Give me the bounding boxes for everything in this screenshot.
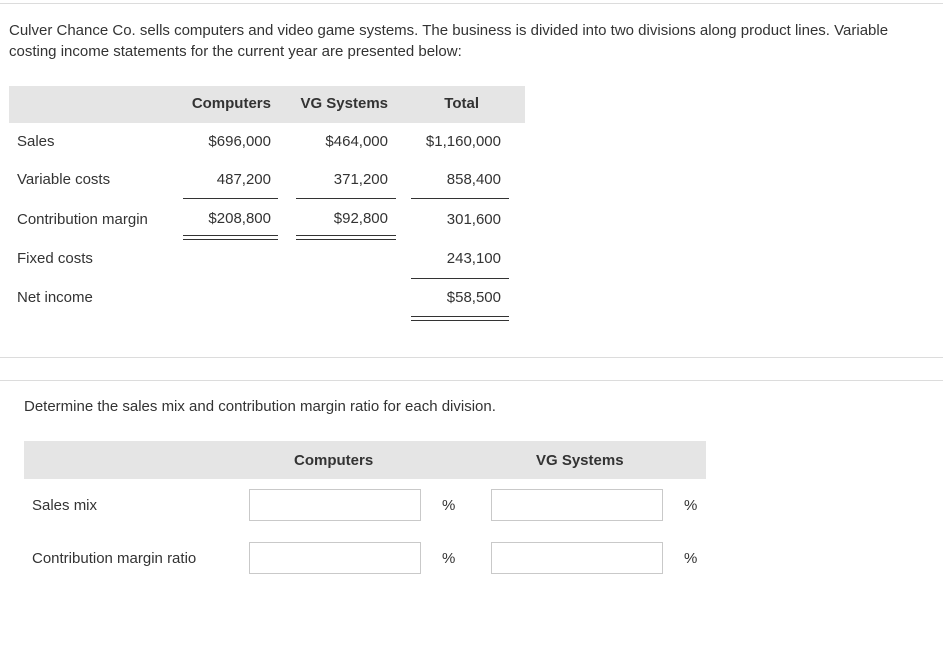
sales-mix-computers-percent: % [442, 497, 456, 514]
sales-computers: $696,000 [208, 133, 271, 150]
contribution-margin-computers: $208,800 [208, 210, 271, 227]
cm-ratio-computers-percent: % [442, 550, 456, 567]
row-label-variable-costs: Variable costs [17, 171, 111, 188]
answer-header-vg-systems: VG Systems [536, 452, 624, 469]
header-total: Total [444, 95, 479, 112]
section-divider-1 [0, 357, 943, 358]
header-vg-systems: VG Systems [300, 95, 388, 112]
variable-costs-computers: 487,200 [216, 171, 271, 188]
double-underline-cm-computers-1 [183, 235, 278, 236]
variable-costs-vg-systems: 371,200 [333, 171, 388, 188]
row-label-sales: Sales [17, 133, 55, 150]
answer-label-contribution-margin-ratio: Contribution margin ratio [32, 550, 197, 567]
variable-costs-total: 858,400 [446, 171, 501, 188]
double-underline-net-income-1 [411, 316, 509, 317]
sales-total: $1,160,000 [425, 133, 501, 150]
net-income-total: $58,500 [446, 289, 501, 306]
double-underline-cm-vg-1 [296, 235, 396, 236]
top-divider [0, 3, 943, 4]
header-computers: Computers [191, 95, 271, 112]
sales-mix-vg-systems-percent: % [684, 497, 698, 514]
underline-variable-vg [296, 198, 396, 199]
underline-fixed-total [411, 278, 509, 279]
cm-ratio-computers-input[interactable] [249, 542, 421, 574]
contribution-margin-total: 301,600 [446, 211, 501, 228]
double-underline-cm-computers-2 [183, 239, 278, 240]
row-label-contribution-margin: Contribution margin [17, 211, 148, 228]
sales-mix-computers-input[interactable] [249, 489, 421, 521]
sales-mix-vg-systems-input[interactable] [491, 489, 663, 521]
double-underline-net-income-2 [411, 320, 509, 321]
underline-variable-computers [183, 198, 278, 199]
section-divider-2 [0, 380, 943, 381]
intro-text: Culver Chance Co. sells computers and video game systems. The business is divided into two divisions along product lines. Variable costing income statements for the current year are presented below: [9, 22, 889, 60]
fixed-costs-total: 243,100 [446, 250, 501, 267]
row-label-net-income: Net income [17, 289, 93, 306]
answer-label-sales-mix: Sales mix [32, 497, 98, 514]
double-underline-cm-vg-2 [296, 239, 396, 240]
row-label-fixed-costs: Fixed costs [17, 250, 93, 267]
underline-variable-total [411, 198, 509, 199]
question-prompt: Determine the sales mix and contribution margin ratio for each division. [24, 398, 496, 415]
answer-header-computers: Computers [294, 452, 374, 469]
sales-vg-systems: $464,000 [325, 133, 388, 150]
contribution-margin-vg-systems: $92,800 [333, 210, 388, 227]
cm-ratio-vg-systems-percent: % [684, 550, 698, 567]
cm-ratio-vg-systems-input[interactable] [491, 542, 663, 574]
